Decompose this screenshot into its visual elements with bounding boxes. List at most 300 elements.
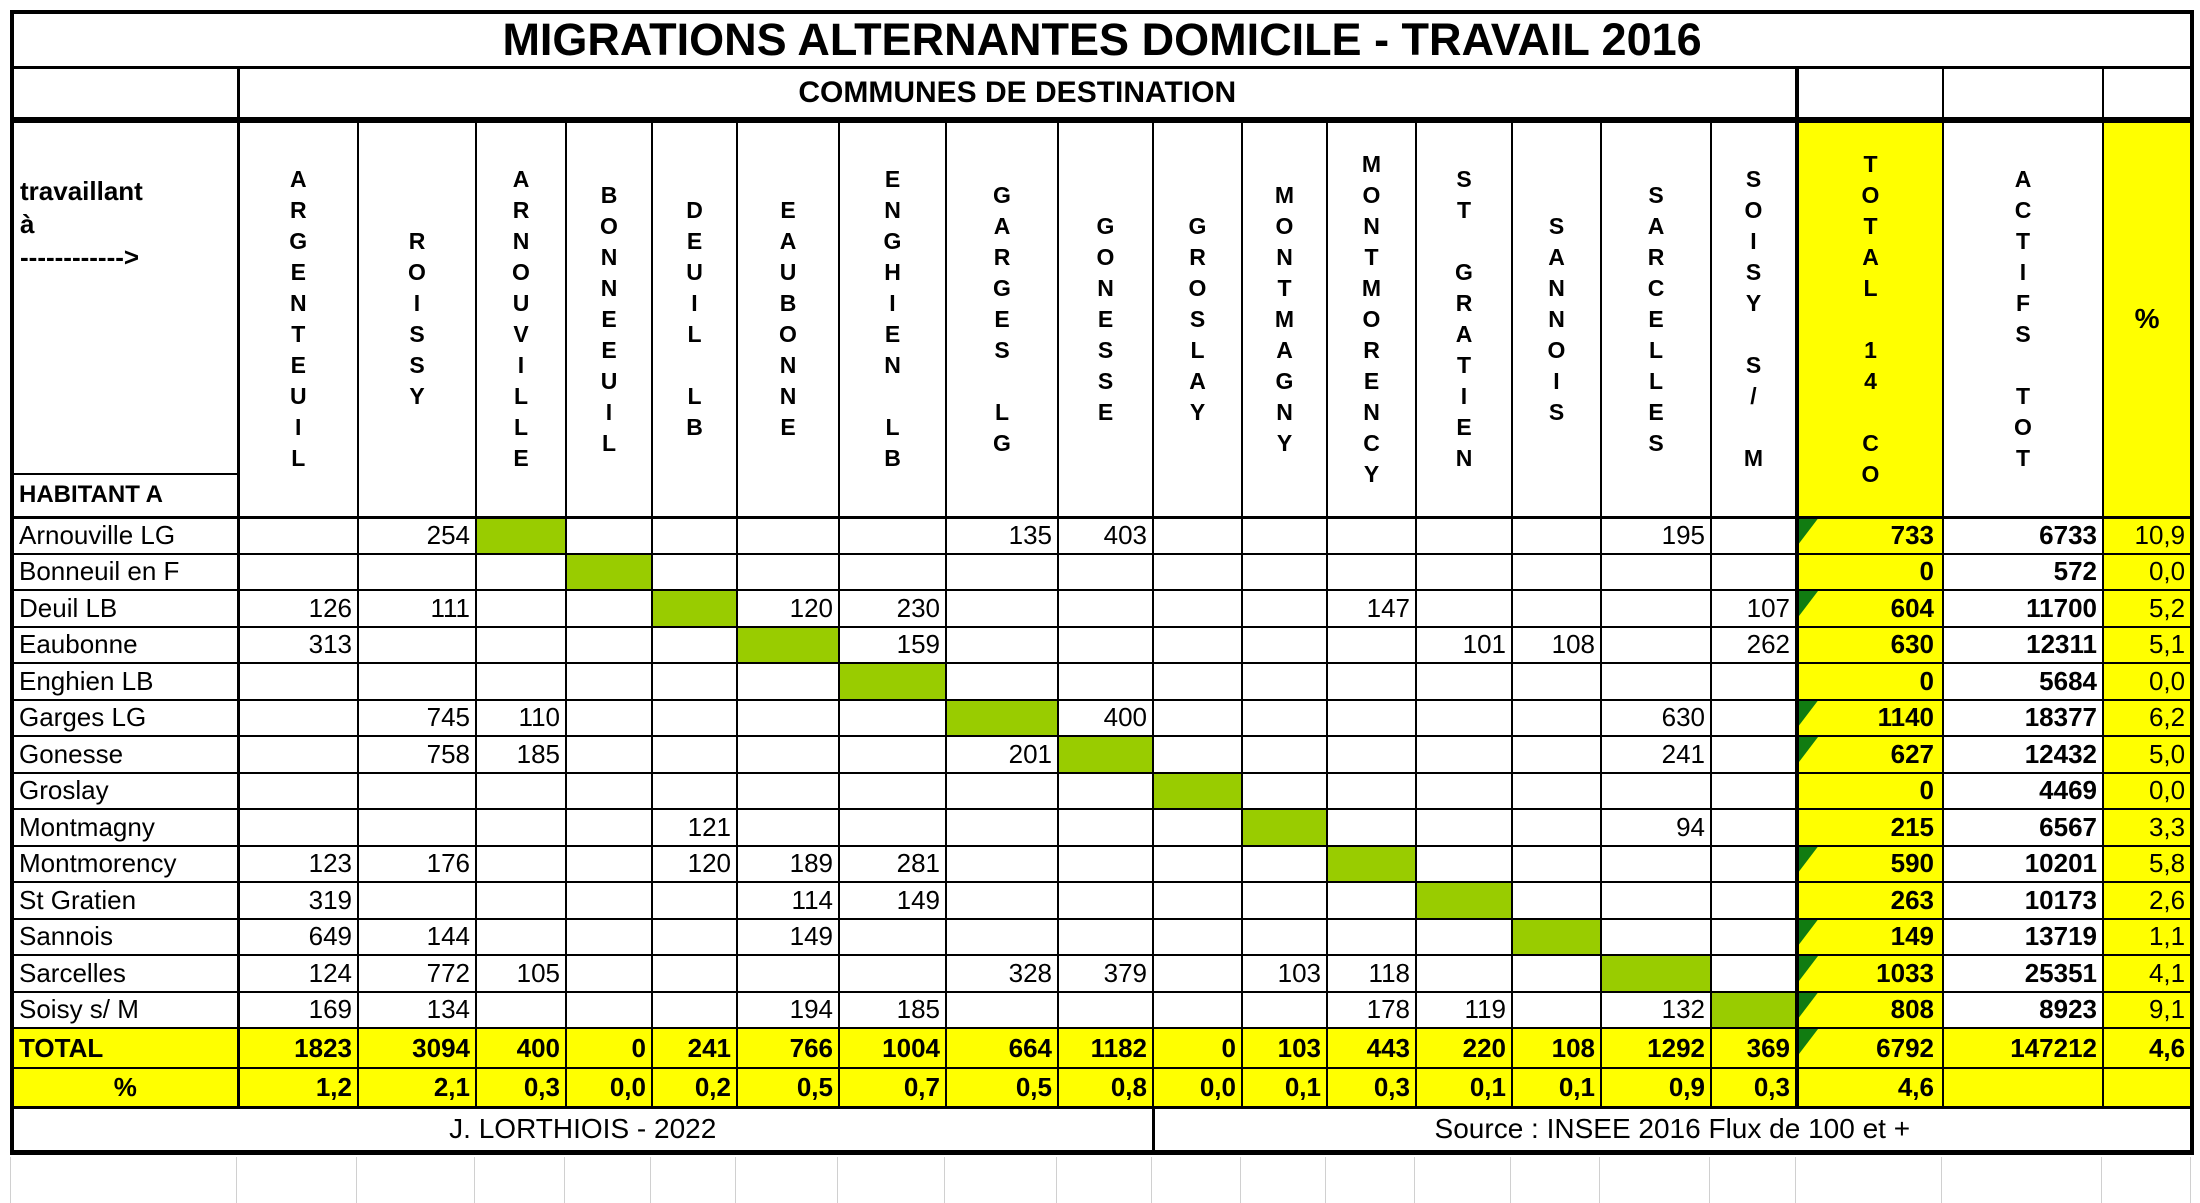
- cell-gonesse-deuil-lb[interactable]: [652, 736, 737, 773]
- cell-groslay-bonneeuil[interactable]: [566, 773, 652, 810]
- cell-groslay-sarcelles[interactable]: [1601, 773, 1711, 810]
- cell-total-enghien-lb[interactable]: 1004: [839, 1028, 946, 1068]
- cell-eaubonne-groslay[interactable]: [1153, 627, 1242, 664]
- cell-gonesse-actifs[interactable]: 12432: [1943, 736, 2103, 773]
- cell-st-gratien-deuil-lb[interactable]: [652, 882, 737, 919]
- col-header-roissy[interactable]: [358, 120, 476, 518]
- cell-arnouville-lg-sarcelles[interactable]: 195: [1601, 517, 1711, 554]
- cell-montmagny-garges-lg[interactable]: [946, 809, 1058, 846]
- cell-arnouville-lg-st-gratien[interactable]: [1416, 517, 1512, 554]
- cell-montmagny-gonesse[interactable]: [1058, 809, 1153, 846]
- cell-gonesse-pct[interactable]: 5,0: [2103, 736, 2192, 773]
- cell-montmagny-st-gratien[interactable]: [1416, 809, 1512, 846]
- cell-arnouville-lg-pct[interactable]: 10,9: [2103, 517, 2192, 554]
- cell-enghien-lb-groslay[interactable]: [1153, 663, 1242, 700]
- col-header-arnouville[interactable]: [476, 120, 566, 518]
- corner-empty-cell[interactable]: [12, 68, 238, 120]
- cell-bonneuil-en-f-actifs[interactable]: 572: [1943, 554, 2103, 591]
- cell-garges-lg-self[interactable]: [946, 700, 1058, 737]
- cell-enghien-lb-deuil-lb[interactable]: [652, 663, 737, 700]
- cell-total-deuil-lb[interactable]: 241: [652, 1028, 737, 1068]
- cell-arnouville-lg-montmorency[interactable]: [1327, 517, 1416, 554]
- cell-eaubonne-sarcelles[interactable]: [1601, 627, 1711, 664]
- cell-arnouville-lg-bonneeuil[interactable]: [566, 517, 652, 554]
- col-header-soisy-s-m[interactable]: [1711, 120, 1797, 518]
- cell-deuil-lb-montmorency[interactable]: 147: [1327, 590, 1416, 627]
- cell-soisy-s-m-pct[interactable]: 9,1: [2103, 992, 2192, 1029]
- cell-st-gratien-actifs[interactable]: 10173: [1943, 882, 2103, 919]
- cell-groslay-actifs[interactable]: 4469: [1943, 773, 2103, 810]
- cell-eaubonne-sannois[interactable]: 108: [1512, 627, 1601, 664]
- cell-eaubonne-roissy[interactable]: [358, 627, 476, 664]
- cell-soisy-s-m-total[interactable]: 808: [1797, 992, 1943, 1029]
- cell-sarcelles-groslay[interactable]: [1153, 955, 1242, 992]
- cell-sarcelles-gonesse[interactable]: 379: [1058, 955, 1153, 992]
- cell-montmagny-roissy[interactable]: [358, 809, 476, 846]
- cell-st-gratien-self[interactable]: [1416, 882, 1512, 919]
- cell-bonneuil-en-f-montmorency[interactable]: [1327, 554, 1416, 591]
- cell-pct-enghien-lb[interactable]: 0,7: [839, 1068, 946, 1107]
- cell-eaubonne-arnouville[interactable]: [476, 627, 566, 664]
- cell-groslay-argenteuil[interactable]: [238, 773, 358, 810]
- row-label-groslay[interactable]: Groslay: [12, 773, 238, 810]
- cell-sannois-eaubonne[interactable]: 149: [737, 919, 839, 956]
- cell-arnouville-lg-groslay[interactable]: [1153, 517, 1242, 554]
- cell-sannois-argenteuil[interactable]: 649: [238, 919, 358, 956]
- cell-deuil-lb-enghien-lb[interactable]: 230: [839, 590, 946, 627]
- cell-sarcelles-deuil-lb[interactable]: [652, 955, 737, 992]
- col-header-groslay[interactable]: [1153, 120, 1242, 518]
- cell-soisy-s-m-gonesse[interactable]: [1058, 992, 1153, 1029]
- cell-sarcelles-arnouville[interactable]: 105: [476, 955, 566, 992]
- cell-gonesse-argenteuil[interactable]: [238, 736, 358, 773]
- cell-montmagny-soisy-s-m[interactable]: [1711, 809, 1797, 846]
- cell-enghien-lb-eaubonne[interactable]: [737, 663, 839, 700]
- cell-eaubonne-st-gratien[interactable]: 101: [1416, 627, 1512, 664]
- cell-montmorency-total[interactable]: 590: [1797, 846, 1943, 883]
- cell-garges-lg-enghien-lb[interactable]: [839, 700, 946, 737]
- cell-deuil-lb-gonesse[interactable]: [1058, 590, 1153, 627]
- empty-above-pct[interactable]: [2103, 68, 2192, 120]
- cell-soisy-s-m-argenteuil[interactable]: 169: [238, 992, 358, 1029]
- cell-pct-gonesse[interactable]: 0,8: [1058, 1068, 1153, 1107]
- cell-deuil-lb-sannois[interactable]: [1512, 590, 1601, 627]
- row-label-montmagny[interactable]: Montmagny: [12, 809, 238, 846]
- cell-montmagny-sannois[interactable]: [1512, 809, 1601, 846]
- cell-montmagny-deuil-lb[interactable]: 121: [652, 809, 737, 846]
- cell-sarcelles-montmagny[interactable]: 103: [1242, 955, 1327, 992]
- cell-sarcelles-pct[interactable]: 4,1: [2103, 955, 2192, 992]
- cell-pct-deuil-lb[interactable]: 0,2: [652, 1068, 737, 1107]
- cell-arnouville-lg-montmagny[interactable]: [1242, 517, 1327, 554]
- row-label-montmorency[interactable]: Montmorency: [12, 846, 238, 883]
- cell-montmorency-argenteuil[interactable]: 123: [238, 846, 358, 883]
- cell-bonneuil-en-f-pct[interactable]: 0,0: [2103, 554, 2192, 591]
- cell-groslay-arnouville[interactable]: [476, 773, 566, 810]
- cell-deuil-lb-arnouville[interactable]: [476, 590, 566, 627]
- cell-sarcelles-bonneeuil[interactable]: [566, 955, 652, 992]
- cell-gonesse-garges-lg[interactable]: 201: [946, 736, 1058, 773]
- cell-st-gratien-argenteuil[interactable]: 319: [238, 882, 358, 919]
- cell-eaubonne-argenteuil[interactable]: 313: [238, 627, 358, 664]
- cell-st-gratien-garges-lg[interactable]: [946, 882, 1058, 919]
- cell-pct-actifs[interactable]: [1943, 1068, 2103, 1107]
- cell-total-argenteuil[interactable]: 1823: [238, 1028, 358, 1068]
- cell-eaubonne-actifs[interactable]: 12311: [1943, 627, 2103, 664]
- cell-groslay-st-gratien[interactable]: [1416, 773, 1512, 810]
- cell-bonneuil-en-f-groslay[interactable]: [1153, 554, 1242, 591]
- cell-arnouville-lg-roissy[interactable]: 254: [358, 517, 476, 554]
- cell-garges-lg-gonesse[interactable]: 400: [1058, 700, 1153, 737]
- cell-deuil-lb-bonneeuil[interactable]: [566, 590, 652, 627]
- cell-montmorency-st-gratien[interactable]: [1416, 846, 1512, 883]
- cell-sannois-montmagny[interactable]: [1242, 919, 1327, 956]
- cell-gonesse-bonneeuil[interactable]: [566, 736, 652, 773]
- cell-montmorency-sarcelles[interactable]: [1601, 846, 1711, 883]
- cell-gonesse-montmagny[interactable]: [1242, 736, 1327, 773]
- cell-deuil-lb-soisy-s-m[interactable]: 107: [1711, 590, 1797, 627]
- cell-montmagny-self[interactable]: [1242, 809, 1327, 846]
- cell-arnouville-lg-garges-lg[interactable]: 135: [946, 517, 1058, 554]
- col-header-gonesse[interactable]: [1058, 120, 1153, 518]
- col-header-montmagny[interactable]: [1242, 120, 1327, 518]
- col-header-garges-lg[interactable]: [946, 120, 1058, 518]
- cell-arnouville-lg-gonesse[interactable]: 403: [1058, 517, 1153, 554]
- col-header-eaubonne[interactable]: [737, 120, 839, 518]
- cell-enghien-lb-montmorency[interactable]: [1327, 663, 1416, 700]
- cell-bonneuil-en-f-sarcelles[interactable]: [1601, 554, 1711, 591]
- cell-garges-lg-sannois[interactable]: [1512, 700, 1601, 737]
- cell-montmagny-actifs[interactable]: 6567: [1943, 809, 2103, 846]
- cell-groslay-gonesse[interactable]: [1058, 773, 1153, 810]
- cell-eaubonne-bonneeuil[interactable]: [566, 627, 652, 664]
- cell-garges-lg-actifs[interactable]: 18377: [1943, 700, 2103, 737]
- cell-montmorency-actifs[interactable]: 10201: [1943, 846, 2103, 883]
- cell-st-gratien-groslay[interactable]: [1153, 882, 1242, 919]
- cell-sannois-total[interactable]: 149: [1797, 919, 1943, 956]
- cell-montmorency-groslay[interactable]: [1153, 846, 1242, 883]
- cell-groslay-total[interactable]: 0: [1797, 773, 1943, 810]
- cell-montmorency-roissy[interactable]: 176: [358, 846, 476, 883]
- cell-enghien-lb-sannois[interactable]: [1512, 663, 1601, 700]
- cell-enghien-lb-montmagny[interactable]: [1242, 663, 1327, 700]
- cell-gonesse-soisy-s-m[interactable]: [1711, 736, 1797, 773]
- cell-garges-lg-sarcelles[interactable]: 630: [1601, 700, 1711, 737]
- cell-enghien-lb-garges-lg[interactable]: [946, 663, 1058, 700]
- cell-total-groslay[interactable]: 0: [1153, 1028, 1242, 1068]
- row-label-gonesse[interactable]: Gonesse: [12, 736, 238, 773]
- row-label-pct[interactable]: %: [12, 1068, 238, 1107]
- cell-garges-lg-soisy-s-m[interactable]: [1711, 700, 1797, 737]
- cell-montmagny-montmorency[interactable]: [1327, 809, 1416, 846]
- cell-sannois-pct[interactable]: 1,1: [2103, 919, 2192, 956]
- cell-montmorency-eaubonne[interactable]: 189: [737, 846, 839, 883]
- cell-soisy-s-m-garges-lg[interactable]: [946, 992, 1058, 1029]
- cell-groslay-enghien-lb[interactable]: [839, 773, 946, 810]
- cell-eaubonne-gonesse[interactable]: [1058, 627, 1153, 664]
- cell-enghien-lb-sarcelles[interactable]: [1601, 663, 1711, 700]
- cell-montmorency-arnouville[interactable]: [476, 846, 566, 883]
- cell-arnouville-lg-actifs[interactable]: 6733: [1943, 517, 2103, 554]
- cell-sannois-garges-lg[interactable]: [946, 919, 1058, 956]
- cell-groslay-montmagny[interactable]: [1242, 773, 1327, 810]
- row-label-arnouville-lg[interactable]: Arnouville LG: [12, 517, 238, 554]
- cell-groslay-soisy-s-m[interactable]: [1711, 773, 1797, 810]
- cell-sannois-groslay[interactable]: [1153, 919, 1242, 956]
- cell-total-gonesse[interactable]: 1182: [1058, 1028, 1153, 1068]
- cell-pct-eaubonne[interactable]: 0,5: [737, 1068, 839, 1107]
- cell-sarcelles-soisy-s-m[interactable]: [1711, 955, 1797, 992]
- cell-bonneuil-en-f-arnouville[interactable]: [476, 554, 566, 591]
- cell-total-garges-lg[interactable]: 664: [946, 1028, 1058, 1068]
- cell-enghien-lb-total[interactable]: 0: [1797, 663, 1943, 700]
- cell-arnouville-lg-enghien-lb[interactable]: [839, 517, 946, 554]
- cell-soisy-s-m-montmorency[interactable]: 178: [1327, 992, 1416, 1029]
- cell-groslay-garges-lg[interactable]: [946, 773, 1058, 810]
- cell-gonesse-roissy[interactable]: 758: [358, 736, 476, 773]
- cell-gonesse-eaubonne[interactable]: [737, 736, 839, 773]
- cell-garges-lg-montmagny[interactable]: [1242, 700, 1327, 737]
- cell-total-sarcelles[interactable]: 1292: [1601, 1028, 1711, 1068]
- cell-sarcelles-st-gratien[interactable]: [1416, 955, 1512, 992]
- cell-sarcelles-eaubonne[interactable]: [737, 955, 839, 992]
- cell-pct-arnouville[interactable]: 0,3: [476, 1068, 566, 1107]
- row-label-soisy-s-m[interactable]: Soisy s/ M: [12, 992, 238, 1029]
- cell-sarcelles-self[interactable]: [1601, 955, 1711, 992]
- col-header-argenteuil[interactable]: [238, 120, 358, 518]
- cell-st-gratien-eaubonne[interactable]: 114: [737, 882, 839, 919]
- cell-montmorency-deuil-lb[interactable]: 120: [652, 846, 737, 883]
- cell-bonneuil-en-f-enghien-lb[interactable]: [839, 554, 946, 591]
- cell-gonesse-st-gratien[interactable]: [1416, 736, 1512, 773]
- cell-pct-pct[interactable]: [2103, 1068, 2192, 1107]
- col-header-st-gratien[interactable]: [1416, 120, 1512, 518]
- cell-soisy-s-m-eaubonne[interactable]: 194: [737, 992, 839, 1029]
- cell-bonneuil-en-f-montmagny[interactable]: [1242, 554, 1327, 591]
- col-header-enghien-lb[interactable]: [839, 120, 946, 518]
- cell-total-montmagny[interactable]: 103: [1242, 1028, 1327, 1068]
- cell-soisy-s-m-actifs[interactable]: 8923: [1943, 992, 2103, 1029]
- cell-pct-st-gratien[interactable]: 0,1: [1416, 1068, 1512, 1107]
- cell-st-gratien-montmagny[interactable]: [1242, 882, 1327, 919]
- row-label-sarcelles[interactable]: Sarcelles: [12, 955, 238, 992]
- cell-garges-lg-arnouville[interactable]: 110: [476, 700, 566, 737]
- author-credit[interactable]: J. LORTHIOIS - 2022: [12, 1107, 1153, 1152]
- cell-sarcelles-sannois[interactable]: [1512, 955, 1601, 992]
- cell-pct-sarcelles[interactable]: 0,9: [1601, 1068, 1711, 1107]
- cell-arnouville-lg-soisy-s-m[interactable]: [1711, 517, 1797, 554]
- col-header-bonneeuil[interactable]: [566, 120, 652, 518]
- cell-st-gratien-montmorency[interactable]: [1327, 882, 1416, 919]
- cell-total-soisy-s-m[interactable]: 369: [1711, 1028, 1797, 1068]
- cell-pct-garges-lg[interactable]: 0,5: [946, 1068, 1058, 1107]
- empty-above-total[interactable]: [1797, 68, 1943, 120]
- cell-garges-lg-st-gratien[interactable]: [1416, 700, 1512, 737]
- source-credit[interactable]: Source : INSEE 2016 Flux de 100 et +: [1153, 1107, 2192, 1152]
- cell-deuil-lb-pct[interactable]: 5,2: [2103, 590, 2192, 627]
- cell-groslay-pct[interactable]: 0,0: [2103, 773, 2192, 810]
- cell-montmorency-montmagny[interactable]: [1242, 846, 1327, 883]
- cell-garges-lg-bonneeuil[interactable]: [566, 700, 652, 737]
- cell-soisy-s-m-self[interactable]: [1711, 992, 1797, 1029]
- cell-total-pct[interactable]: 4,6: [2103, 1028, 2192, 1068]
- cell-soisy-s-m-enghien-lb[interactable]: 185: [839, 992, 946, 1029]
- cell-deuil-lb-groslay[interactable]: [1153, 590, 1242, 627]
- cell-bonneuil-en-f-self[interactable]: [566, 554, 652, 591]
- cell-garges-lg-roissy[interactable]: 745: [358, 700, 476, 737]
- cell-montmagny-argenteuil[interactable]: [238, 809, 358, 846]
- page-title[interactable]: MIGRATIONS ALTERNANTES DOMICILE - TRAVAIL 2016: [12, 12, 2192, 68]
- cell-eaubonne-total[interactable]: 630: [1797, 627, 1943, 664]
- cell-total-bonneeuil[interactable]: 0: [566, 1028, 652, 1068]
- cell-pct-total[interactable]: 4,6: [1797, 1068, 1943, 1107]
- cell-st-gratien-arnouville[interactable]: [476, 882, 566, 919]
- cell-eaubonne-enghien-lb[interactable]: 159: [839, 627, 946, 664]
- cell-gonesse-total[interactable]: 627: [1797, 736, 1943, 773]
- cell-total-montmorency[interactable]: 443: [1327, 1028, 1416, 1068]
- cell-eaubonne-montmorency[interactable]: [1327, 627, 1416, 664]
- cell-total-st-gratien[interactable]: 220: [1416, 1028, 1512, 1068]
- cell-enghien-lb-bonneeuil[interactable]: [566, 663, 652, 700]
- cell-garges-lg-montmorency[interactable]: [1327, 700, 1416, 737]
- cell-enghien-lb-roissy[interactable]: [358, 663, 476, 700]
- cell-gonesse-enghien-lb[interactable]: [839, 736, 946, 773]
- cell-st-gratien-soisy-s-m[interactable]: [1711, 882, 1797, 919]
- cell-montmorency-gonesse[interactable]: [1058, 846, 1153, 883]
- cell-eaubonne-self[interactable]: [737, 627, 839, 664]
- col-header-sannois[interactable]: [1512, 120, 1601, 518]
- cell-sarcelles-garges-lg[interactable]: 328: [946, 955, 1058, 992]
- cell-arnouville-lg-argenteuil[interactable]: [238, 517, 358, 554]
- cell-soisy-s-m-roissy[interactable]: 134: [358, 992, 476, 1029]
- empty-above-actifs[interactable]: [1943, 68, 2103, 120]
- cell-sannois-sarcelles[interactable]: [1601, 919, 1711, 956]
- cell-bonneuil-en-f-garges-lg[interactable]: [946, 554, 1058, 591]
- col-header-deuil-lb[interactable]: [652, 120, 737, 518]
- cell-deuil-lb-argenteuil[interactable]: 126: [238, 590, 358, 627]
- cell-sannois-gonesse[interactable]: [1058, 919, 1153, 956]
- row-label-enghien-lb[interactable]: Enghien LB: [12, 663, 238, 700]
- cell-sarcelles-montmorency[interactable]: 118: [1327, 955, 1416, 992]
- cell-gonesse-arnouville[interactable]: 185: [476, 736, 566, 773]
- cell-eaubonne-garges-lg[interactable]: [946, 627, 1058, 664]
- col-header-pct[interactable]: %: [2103, 120, 2192, 518]
- cell-st-gratien-sannois[interactable]: [1512, 882, 1601, 919]
- cell-soisy-s-m-deuil-lb[interactable]: [652, 992, 737, 1029]
- cell-sannois-self[interactable]: [1512, 919, 1601, 956]
- cell-groslay-sannois[interactable]: [1512, 773, 1601, 810]
- cell-sannois-arnouville[interactable]: [476, 919, 566, 956]
- cell-st-gratien-sarcelles[interactable]: [1601, 882, 1711, 919]
- cell-garges-lg-argenteuil[interactable]: [238, 700, 358, 737]
- cell-sannois-montmorency[interactable]: [1327, 919, 1416, 956]
- cell-garges-lg-groslay[interactable]: [1153, 700, 1242, 737]
- cell-enghien-lb-self[interactable]: [839, 663, 946, 700]
- cell-bonneuil-en-f-st-gratien[interactable]: [1416, 554, 1512, 591]
- cell-pct-sannois[interactable]: 0,1: [1512, 1068, 1601, 1107]
- cell-st-gratien-bonneeuil[interactable]: [566, 882, 652, 919]
- cell-total-roissy[interactable]: 3094: [358, 1028, 476, 1068]
- cell-montmorency-enghien-lb[interactable]: 281: [839, 846, 946, 883]
- cell-garges-lg-eaubonne[interactable]: [737, 700, 839, 737]
- cell-garges-lg-total[interactable]: 1140: [1797, 700, 1943, 737]
- cell-gonesse-sannois[interactable]: [1512, 736, 1601, 773]
- cell-eaubonne-soisy-s-m[interactable]: 262: [1711, 627, 1797, 664]
- cell-pct-argenteuil[interactable]: 1,2: [238, 1068, 358, 1107]
- cell-groslay-eaubonne[interactable]: [737, 773, 839, 810]
- cell-sarcelles-roissy[interactable]: 772: [358, 955, 476, 992]
- cell-bonneuil-en-f-sannois[interactable]: [1512, 554, 1601, 591]
- row-label-total[interactable]: TOTAL: [12, 1028, 238, 1068]
- cell-total-total[interactable]: 6792: [1797, 1028, 1943, 1068]
- cell-bonneuil-en-f-roissy[interactable]: [358, 554, 476, 591]
- cell-pct-montmagny[interactable]: 0,1: [1242, 1068, 1327, 1107]
- cell-sarcelles-argenteuil[interactable]: 124: [238, 955, 358, 992]
- cell-st-gratien-pct[interactable]: 2,6: [2103, 882, 2192, 919]
- cell-montmorency-soisy-s-m[interactable]: [1711, 846, 1797, 883]
- cell-bonneuil-en-f-total[interactable]: 0: [1797, 554, 1943, 591]
- cell-montmagny-sarcelles[interactable]: 94: [1601, 809, 1711, 846]
- col-header-actifs-tot[interactable]: [1943, 120, 2103, 518]
- cell-montmagny-bonneeuil[interactable]: [566, 809, 652, 846]
- cell-arnouville-lg-eaubonne[interactable]: [737, 517, 839, 554]
- cell-sarcelles-enghien-lb[interactable]: [839, 955, 946, 992]
- cell-bonneuil-en-f-argenteuil[interactable]: [238, 554, 358, 591]
- cell-pct-groslay[interactable]: 0,0: [1153, 1068, 1242, 1107]
- cell-enghien-lb-gonesse[interactable]: [1058, 663, 1153, 700]
- col-header-montmorency[interactable]: [1327, 120, 1416, 518]
- cell-montmagny-total[interactable]: 215: [1797, 809, 1943, 846]
- row-label-garges-lg[interactable]: Garges LG: [12, 700, 238, 737]
- cell-arnouville-lg-self[interactable]: [476, 517, 566, 554]
- cell-soisy-s-m-sannois[interactable]: [1512, 992, 1601, 1029]
- cell-pct-roissy[interactable]: 2,1: [358, 1068, 476, 1107]
- cell-bonneuil-en-f-soisy-s-m[interactable]: [1711, 554, 1797, 591]
- cell-st-gratien-total[interactable]: 263: [1797, 882, 1943, 919]
- cell-soisy-s-m-montmagny[interactable]: [1242, 992, 1327, 1029]
- cell-enghien-lb-argenteuil[interactable]: [238, 663, 358, 700]
- cell-sannois-roissy[interactable]: 144: [358, 919, 476, 956]
- row-label-deuil-lb[interactable]: Deuil LB: [12, 590, 238, 627]
- cell-sannois-enghien-lb[interactable]: [839, 919, 946, 956]
- cell-sannois-deuil-lb[interactable]: [652, 919, 737, 956]
- cell-st-gratien-roissy[interactable]: [358, 882, 476, 919]
- col-header-sarcelles[interactable]: [1601, 120, 1711, 518]
- communes-destination-header[interactable]: COMMUNES DE DESTINATION: [238, 68, 1797, 120]
- cell-sarcelles-actifs[interactable]: 25351: [1943, 955, 2103, 992]
- cell-deuil-lb-actifs[interactable]: 11700: [1943, 590, 2103, 627]
- cell-enghien-lb-actifs[interactable]: 5684: [1943, 663, 2103, 700]
- cell-enghien-lb-pct[interactable]: 0,0: [2103, 663, 2192, 700]
- cell-montmorency-self[interactable]: [1327, 846, 1416, 883]
- cell-montmorency-sannois[interactable]: [1512, 846, 1601, 883]
- cell-pct-montmorency[interactable]: 0,3: [1327, 1068, 1416, 1107]
- cell-total-actifs[interactable]: 147212: [1943, 1028, 2103, 1068]
- cell-deuil-lb-garges-lg[interactable]: [946, 590, 1058, 627]
- cell-garges-lg-pct[interactable]: 6,2: [2103, 700, 2192, 737]
- cell-deuil-lb-eaubonne[interactable]: 120: [737, 590, 839, 627]
- cell-soisy-s-m-sarcelles[interactable]: 132: [1601, 992, 1711, 1029]
- cell-arnouville-lg-deuil-lb[interactable]: [652, 517, 737, 554]
- cell-groslay-self[interactable]: [1153, 773, 1242, 810]
- cell-total-eaubonne[interactable]: 766: [737, 1028, 839, 1068]
- cell-bonneuil-en-f-gonesse[interactable]: [1058, 554, 1153, 591]
- cell-gonesse-self[interactable]: [1058, 736, 1153, 773]
- cell-enghien-lb-soisy-s-m[interactable]: [1711, 663, 1797, 700]
- cell-enghien-lb-st-gratien[interactable]: [1416, 663, 1512, 700]
- cell-soisy-s-m-arnouville[interactable]: [476, 992, 566, 1029]
- cell-gonesse-groslay[interactable]: [1153, 736, 1242, 773]
